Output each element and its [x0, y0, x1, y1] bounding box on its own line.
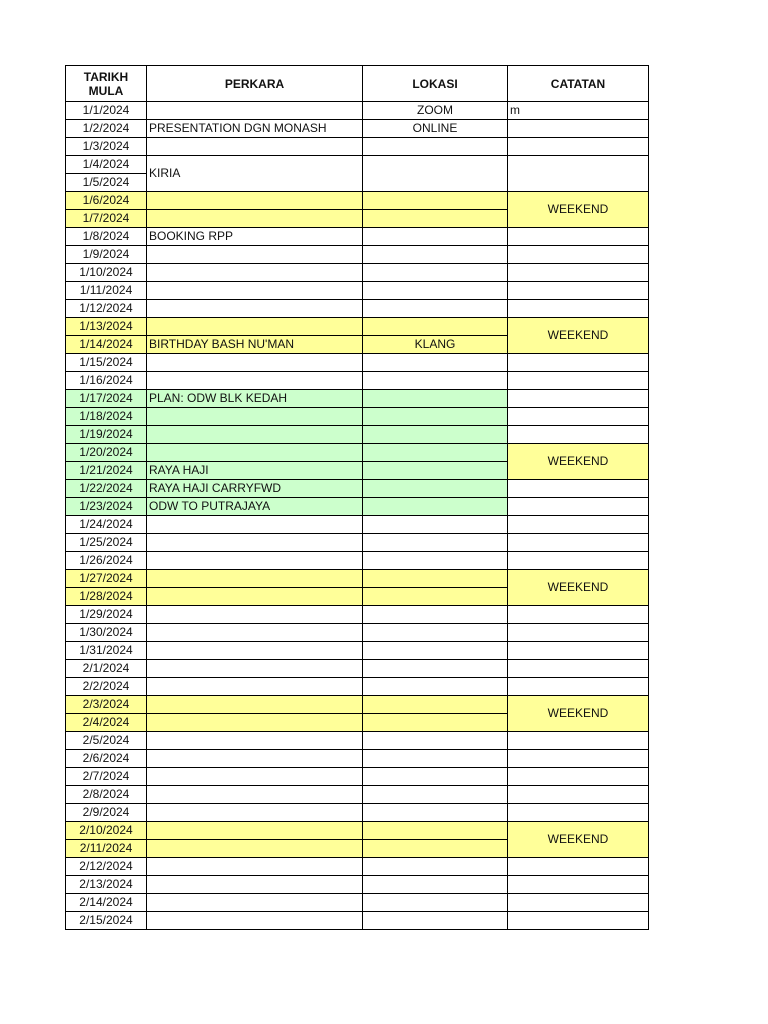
- catatan-cell[interactable]: [508, 390, 649, 408]
- date-cell[interactable]: 1/1/2024: [66, 102, 147, 120]
- date-cell[interactable]: 1/24/2024: [66, 516, 147, 534]
- table-row: [66, 552, 649, 570]
- lokasi-cell[interactable]: [363, 570, 508, 588]
- catatan-cell[interactable]: [508, 876, 649, 894]
- date-cell[interactable]: 2/15/2024: [66, 912, 147, 930]
- date-cell[interactable]: 1/13/2024: [66, 318, 147, 336]
- perkara-cell[interactable]: [147, 732, 363, 750]
- lokasi-cell[interactable]: [363, 246, 508, 264]
- perkara-cell[interactable]: [147, 750, 363, 768]
- lokasi-cell[interactable]: [363, 912, 508, 930]
- lokasi-cell[interactable]: [363, 210, 508, 228]
- table-row: [66, 750, 649, 768]
- table-row: [66, 894, 649, 912]
- table-row: [66, 516, 649, 534]
- date-cell[interactable]: 2/7/2024: [66, 768, 147, 786]
- catatan-cell[interactable]: [508, 804, 649, 822]
- perkara-cell[interactable]: PRESENTATION DGN MONASH: [147, 120, 363, 138]
- table-row: [66, 300, 649, 318]
- date-cell[interactable]: 1/19/2024: [66, 426, 147, 444]
- catatan-cell[interactable]: [508, 354, 649, 372]
- date-cell[interactable]: 2/10/2024: [66, 822, 147, 840]
- perkara-cell[interactable]: [147, 786, 363, 804]
- table-row: [66, 318, 649, 336]
- date-cell[interactable]: 1/14/2024: [66, 336, 147, 354]
- lokasi-cell[interactable]: [363, 426, 508, 444]
- catatan-cell[interactable]: [508, 624, 649, 642]
- perkara-cell[interactable]: [147, 318, 363, 336]
- date-cell[interactable]: 1/27/2024: [66, 570, 147, 588]
- catatan-cell[interactable]: [508, 408, 649, 426]
- catatan-cell[interactable]: [508, 858, 649, 876]
- lokasi-cell[interactable]: [363, 606, 508, 624]
- date-cell[interactable]: 1/30/2024: [66, 624, 147, 642]
- date-cell[interactable]: 1/6/2024: [66, 192, 147, 210]
- lokasi-cell[interactable]: [363, 840, 508, 858]
- date-cell[interactable]: 1/7/2024: [66, 210, 147, 228]
- perkara-cell[interactable]: BIRTHDAY BASH NU'MAN: [147, 336, 363, 354]
- catatan-cell[interactable]: [508, 264, 649, 282]
- catatan-cell[interactable]: [508, 750, 649, 768]
- table-row: [66, 498, 649, 516]
- table-row: [66, 642, 649, 660]
- table-row: [66, 156, 649, 174]
- date-cell[interactable]: 1/29/2024: [66, 606, 147, 624]
- date-cell[interactable]: 1/3/2024: [66, 138, 147, 156]
- table-row: [66, 120, 649, 138]
- table-row: [66, 570, 649, 588]
- catatan-cell[interactable]: [508, 228, 649, 246]
- table-row: [66, 606, 649, 624]
- lokasi-cell[interactable]: [363, 138, 508, 156]
- table-row: [66, 660, 649, 678]
- perkara-cell[interactable]: [147, 678, 363, 696]
- table-row: [66, 354, 649, 372]
- lokasi-cell[interactable]: [363, 192, 508, 210]
- table-row: [66, 246, 649, 264]
- perkara-cell[interactable]: [147, 696, 363, 714]
- date-cell[interactable]: 1/9/2024: [66, 246, 147, 264]
- date-cell[interactable]: 2/4/2024: [66, 714, 147, 732]
- date-cell[interactable]: 1/10/2024: [66, 264, 147, 282]
- lokasi-cell[interactable]: [363, 660, 508, 678]
- catatan-cell[interactable]: [508, 246, 649, 264]
- lokasi-cell[interactable]: [363, 732, 508, 750]
- catatan-cell[interactable]: [508, 156, 649, 192]
- date-cell[interactable]: 1/26/2024: [66, 552, 147, 570]
- lokasi-cell[interactable]: [363, 156, 508, 192]
- catatan-cell[interactable]: [508, 552, 649, 570]
- catatan-cell[interactable]: WEEKEND: [508, 822, 649, 858]
- perkara-cell[interactable]: [147, 858, 363, 876]
- date-cell[interactable]: 1/11/2024: [66, 282, 147, 300]
- lokasi-cell[interactable]: [363, 858, 508, 876]
- catatan-cell[interactable]: [508, 786, 649, 804]
- perkara-cell[interactable]: [147, 138, 363, 156]
- table-row: [66, 192, 649, 210]
- table-row: [66, 372, 649, 390]
- catatan-cell[interactable]: WEEKEND: [508, 696, 649, 732]
- date-cell[interactable]: 1/15/2024: [66, 354, 147, 372]
- catatan-cell[interactable]: [508, 534, 649, 552]
- catatan-cell[interactable]: [508, 642, 649, 660]
- perkara-cell[interactable]: [147, 354, 363, 372]
- perkara-cell[interactable]: [147, 876, 363, 894]
- perkara-cell[interactable]: [147, 444, 363, 462]
- header-row: [66, 66, 649, 102]
- perkara-cell[interactable]: [147, 588, 363, 606]
- perkara-cell[interactable]: [147, 606, 363, 624]
- lokasi-cell[interactable]: [363, 444, 508, 462]
- catatan-cell[interactable]: [508, 372, 649, 390]
- perkara-cell[interactable]: [147, 660, 363, 678]
- date-cell[interactable]: 1/16/2024: [66, 372, 147, 390]
- catatan-cell[interactable]: [508, 732, 649, 750]
- catatan-cell[interactable]: WEEKEND: [508, 570, 649, 606]
- catatan-cell[interactable]: WEEKEND: [508, 318, 649, 354]
- lokasi-cell[interactable]: ZOOM: [363, 102, 508, 120]
- table-row: [66, 282, 649, 300]
- catatan-cell[interactable]: [508, 660, 649, 678]
- table-row: [66, 228, 649, 246]
- lokasi-cell[interactable]: KLANG: [363, 336, 508, 354]
- lokasi-cell[interactable]: [363, 462, 508, 480]
- catatan-cell[interactable]: [508, 768, 649, 786]
- header-tarikh-line1: TARIKH: [83, 69, 129, 84]
- catatan-cell[interactable]: m: [508, 102, 649, 120]
- perkara-cell[interactable]: [147, 912, 363, 930]
- catatan-cell[interactable]: [508, 426, 649, 444]
- perkara-cell[interactable]: [147, 642, 363, 660]
- date-cell[interactable]: 1/20/2024: [66, 444, 147, 462]
- date-cell[interactable]: 1/17/2024: [66, 390, 147, 408]
- date-cell[interactable]: 2/14/2024: [66, 894, 147, 912]
- perkara-cell[interactable]: [147, 192, 363, 210]
- table-row: [66, 876, 649, 894]
- date-cell[interactable]: 2/6/2024: [66, 750, 147, 768]
- table-row: [66, 390, 649, 408]
- table-row: [66, 804, 649, 822]
- perkara-cell[interactable]: BOOKING RPP: [147, 228, 363, 246]
- table-row: [66, 408, 649, 426]
- perkara-cell[interactable]: [147, 516, 363, 534]
- lokasi-cell[interactable]: [363, 714, 508, 732]
- lokasi-cell[interactable]: [363, 894, 508, 912]
- date-cell[interactable]: 1/4/2024: [66, 156, 147, 174]
- perkara-cell[interactable]: [147, 570, 363, 588]
- lokasi-cell[interactable]: [363, 354, 508, 372]
- perkara-cell[interactable]: [147, 534, 363, 552]
- lokasi-cell[interactable]: [363, 786, 508, 804]
- lokasi-cell[interactable]: [363, 678, 508, 696]
- table-row: [66, 480, 649, 498]
- perkara-cell[interactable]: [147, 426, 363, 444]
- lokasi-cell[interactable]: [363, 642, 508, 660]
- catatan-cell[interactable]: [508, 606, 649, 624]
- schedule-body: [66, 102, 649, 930]
- perkara-cell[interactable]: [147, 822, 363, 840]
- header-perkara[interactable]: PERKARA: [147, 66, 363, 102]
- lokasi-cell[interactable]: [363, 750, 508, 768]
- table-row: [66, 624, 649, 642]
- table-row: [66, 264, 649, 282]
- lokasi-cell[interactable]: [363, 282, 508, 300]
- perkara-cell[interactable]: [147, 282, 363, 300]
- table-row: [66, 426, 649, 444]
- table-row: [66, 696, 649, 714]
- perkara-cell[interactable]: KIRIA: [147, 156, 363, 192]
- header-lokasi[interactable]: LOKASI: [363, 66, 508, 102]
- catatan-cell[interactable]: [508, 120, 649, 138]
- date-cell[interactable]: 2/1/2024: [66, 660, 147, 678]
- lokasi-cell[interactable]: [363, 408, 508, 426]
- table-row: [66, 102, 649, 120]
- lokasi-cell[interactable]: [363, 228, 508, 246]
- catatan-cell[interactable]: [508, 498, 649, 516]
- lokasi-cell[interactable]: [363, 516, 508, 534]
- catatan-cell[interactable]: [508, 300, 649, 318]
- date-cell[interactable]: 1/2/2024: [66, 120, 147, 138]
- lokasi-cell[interactable]: [363, 822, 508, 840]
- table-row: [66, 912, 649, 930]
- table-row: [66, 678, 649, 696]
- date-cell[interactable]: 1/21/2024: [66, 462, 147, 480]
- table-row: [66, 534, 649, 552]
- date-cell[interactable]: 2/2/2024: [66, 678, 147, 696]
- perkara-cell[interactable]: RAYA HAJI: [147, 462, 363, 480]
- date-cell[interactable]: 2/8/2024: [66, 786, 147, 804]
- table-row: [66, 768, 649, 786]
- date-cell[interactable]: 1/12/2024: [66, 300, 147, 318]
- date-cell[interactable]: 1/28/2024: [66, 588, 147, 606]
- table-row: [66, 822, 649, 840]
- date-cell[interactable]: 2/12/2024: [66, 858, 147, 876]
- perkara-cell[interactable]: PLAN: ODW BLK KEDAH: [147, 390, 363, 408]
- perkara-cell[interactable]: [147, 372, 363, 390]
- date-cell[interactable]: 2/11/2024: [66, 840, 147, 858]
- lokasi-cell[interactable]: [363, 588, 508, 606]
- header-tarikh-mula[interactable]: [66, 66, 147, 102]
- date-cell[interactable]: 1/22/2024: [66, 480, 147, 498]
- perkara-cell[interactable]: [147, 264, 363, 282]
- lokasi-cell[interactable]: [363, 696, 508, 714]
- lokasi-cell[interactable]: [363, 624, 508, 642]
- lokasi-cell[interactable]: [363, 498, 508, 516]
- table-row: [66, 786, 649, 804]
- table-row: [66, 138, 649, 156]
- lokasi-cell[interactable]: [363, 804, 508, 822]
- perkara-cell[interactable]: [147, 552, 363, 570]
- date-cell[interactable]: 1/25/2024: [66, 534, 147, 552]
- perkara-cell[interactable]: [147, 624, 363, 642]
- catatan-cell[interactable]: [508, 894, 649, 912]
- table-row: [66, 858, 649, 876]
- date-cell[interactable]: 1/5/2024: [66, 174, 147, 192]
- perkara-cell[interactable]: [147, 840, 363, 858]
- date-cell[interactable]: 2/9/2024: [66, 804, 147, 822]
- date-cell[interactable]: 2/5/2024: [66, 732, 147, 750]
- lokasi-cell[interactable]: [363, 372, 508, 390]
- lokasi-cell[interactable]: [363, 552, 508, 570]
- perkara-cell[interactable]: [147, 246, 363, 264]
- perkara-cell[interactable]: [147, 102, 363, 120]
- perkara-cell[interactable]: [147, 804, 363, 822]
- lokasi-cell[interactable]: [363, 480, 508, 498]
- perkara-cell[interactable]: [147, 768, 363, 786]
- lokasi-cell[interactable]: [363, 318, 508, 336]
- schedule-table: [65, 65, 649, 930]
- catatan-cell[interactable]: [508, 138, 649, 156]
- table-row: [66, 444, 649, 462]
- catatan-cell[interactable]: [508, 678, 649, 696]
- lokasi-cell[interactable]: [363, 534, 508, 552]
- perkara-cell[interactable]: [147, 714, 363, 732]
- perkara-cell[interactable]: [147, 210, 363, 228]
- header-tarikh-line2: MULA: [88, 83, 124, 98]
- table-row: [66, 732, 649, 750]
- perkara-cell[interactable]: ODW TO PUTRAJAYA: [147, 498, 363, 516]
- lokasi-cell[interactable]: [363, 390, 508, 408]
- lokasi-cell[interactable]: [363, 300, 508, 318]
- catatan-cell[interactable]: [508, 480, 649, 498]
- catatan-cell[interactable]: [508, 516, 649, 534]
- lokasi-cell[interactable]: [363, 264, 508, 282]
- perkara-cell[interactable]: [147, 894, 363, 912]
- date-cell[interactable]: 2/3/2024: [66, 696, 147, 714]
- date-cell[interactable]: 1/31/2024: [66, 642, 147, 660]
- catatan-cell[interactable]: [508, 912, 649, 930]
- perkara-cell[interactable]: [147, 300, 363, 318]
- perkara-cell[interactable]: RAYA HAJI CARRYFWD: [147, 480, 363, 498]
- date-cell[interactable]: 1/8/2024: [66, 228, 147, 246]
- perkara-cell[interactable]: [147, 408, 363, 426]
- catatan-cell[interactable]: [508, 282, 649, 300]
- header-catatan[interactable]: CATATAN: [508, 66, 649, 102]
- date-cell[interactable]: 1/23/2024: [66, 498, 147, 516]
- date-cell[interactable]: 2/13/2024: [66, 876, 147, 894]
- catatan-cell[interactable]: WEEKEND: [508, 444, 649, 480]
- lokasi-cell[interactable]: [363, 768, 508, 786]
- catatan-cell[interactable]: WEEKEND: [508, 192, 649, 228]
- lokasi-cell[interactable]: [363, 876, 508, 894]
- date-cell[interactable]: 1/18/2024: [66, 408, 147, 426]
- lokasi-cell[interactable]: ONLINE: [363, 120, 508, 138]
